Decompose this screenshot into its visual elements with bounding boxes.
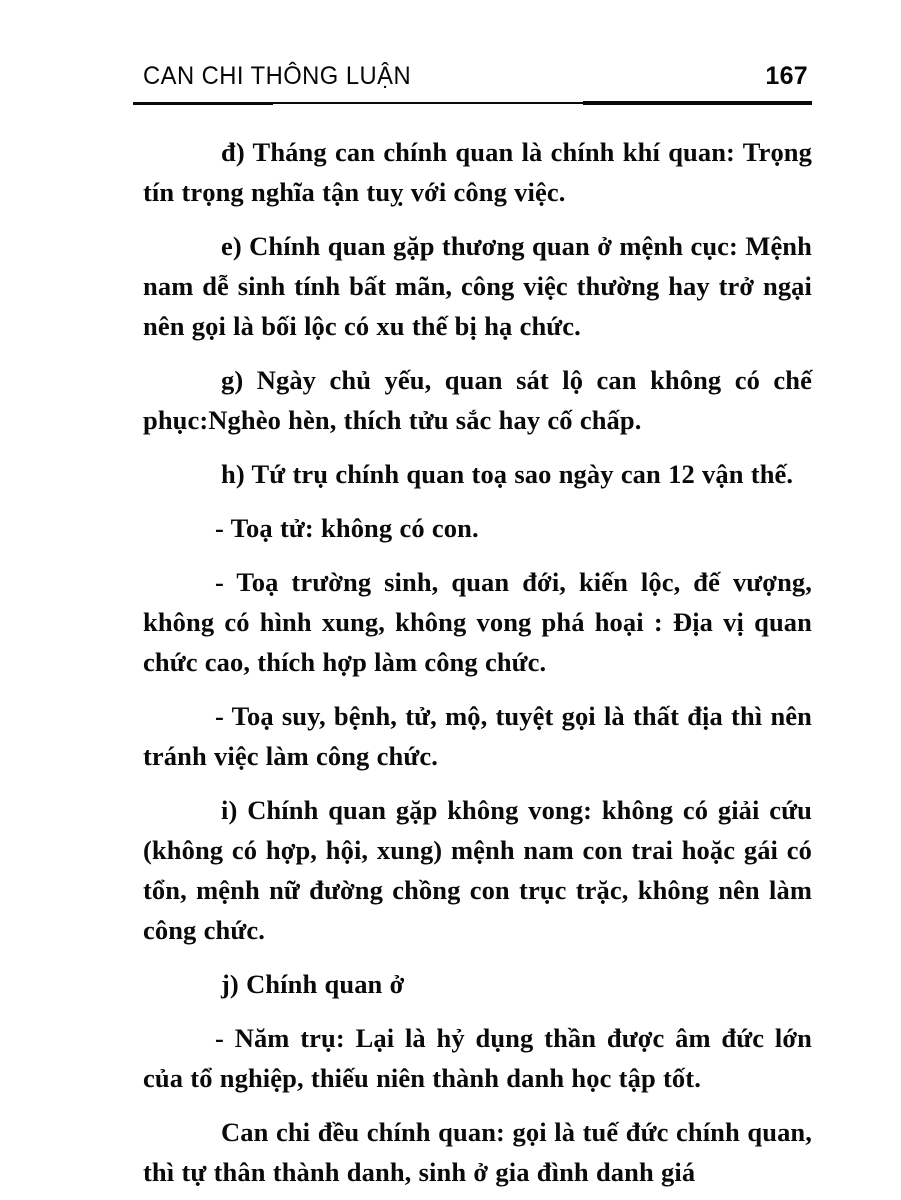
page-header-title: CAN CHI THÔNG LUẬN (143, 62, 412, 90)
paragraph-toa-truong-sinh: - Toạ trường sinh, quan đới, kiến lộc, đế vượng, không có hình xung, không vong phá hoại : Địa vị quan chức cao, thích hợp làm công chức. (143, 567, 812, 677)
paragraph-can-chi: Can chi đều chính quan: gọi là tuế đức chính quan, thì tự thân thành danh, sinh ở gia đình danh giá (143, 1117, 812, 1187)
paragraph-e: e) Chính quan gặp thương quan ở mệnh cục: Mệnh nam dễ sinh tính bất mãn, công việc thường hay trở ngại nên gọi là bối lộc có xu thế bị hạ chức. (143, 231, 812, 341)
paragraph-toa-suy: - Toạ suy, bệnh, tử, mộ, tuyệt gọi là thất địa thì nên tránh việc làm công chức. (143, 701, 812, 771)
header-divider-rule (133, 101, 812, 105)
running-head (133, 62, 812, 106)
paragraph-nam-tru: - Năm trụ: Lại là hỷ dụng thần được âm đức lớn của tổ nghiệp, thiếu niên thành danh học tập tốt. (143, 1023, 812, 1093)
paragraph-g: g) Ngày chủ yếu, quan sát lộ can không có chế phục:Nghèo hèn, thích tửu sắc hay cố chấp. (143, 365, 812, 435)
rule-segment-right (583, 101, 812, 105)
paragraph-d: đ) Tháng can chính quan là chính khí quan: Trọng tín trọng nghĩa tận tuỵ với công việc. (143, 137, 812, 207)
page-number: 167 (765, 62, 808, 90)
paragraph-j: j) Chính quan ở (221, 969, 405, 999)
paragraph-toa-tu: - Toạ tử: không có con. (215, 513, 479, 543)
rule-segment-left (133, 102, 273, 105)
paragraph-h: h) Tứ trụ chính quan toạ sao ngày can 12 vận thế. (221, 459, 794, 489)
body-text-column (143, 132, 812, 1192)
paragraph-i: i) Chính quan gặp không vong: không có giải cứu (không có hợp, hội, xung) mệnh nam con trai hoặc gái có tổn, mệnh nữ đường chồng con trục trặc, không nên làm công chức. (143, 795, 812, 945)
rule-segment-middle (273, 102, 583, 104)
